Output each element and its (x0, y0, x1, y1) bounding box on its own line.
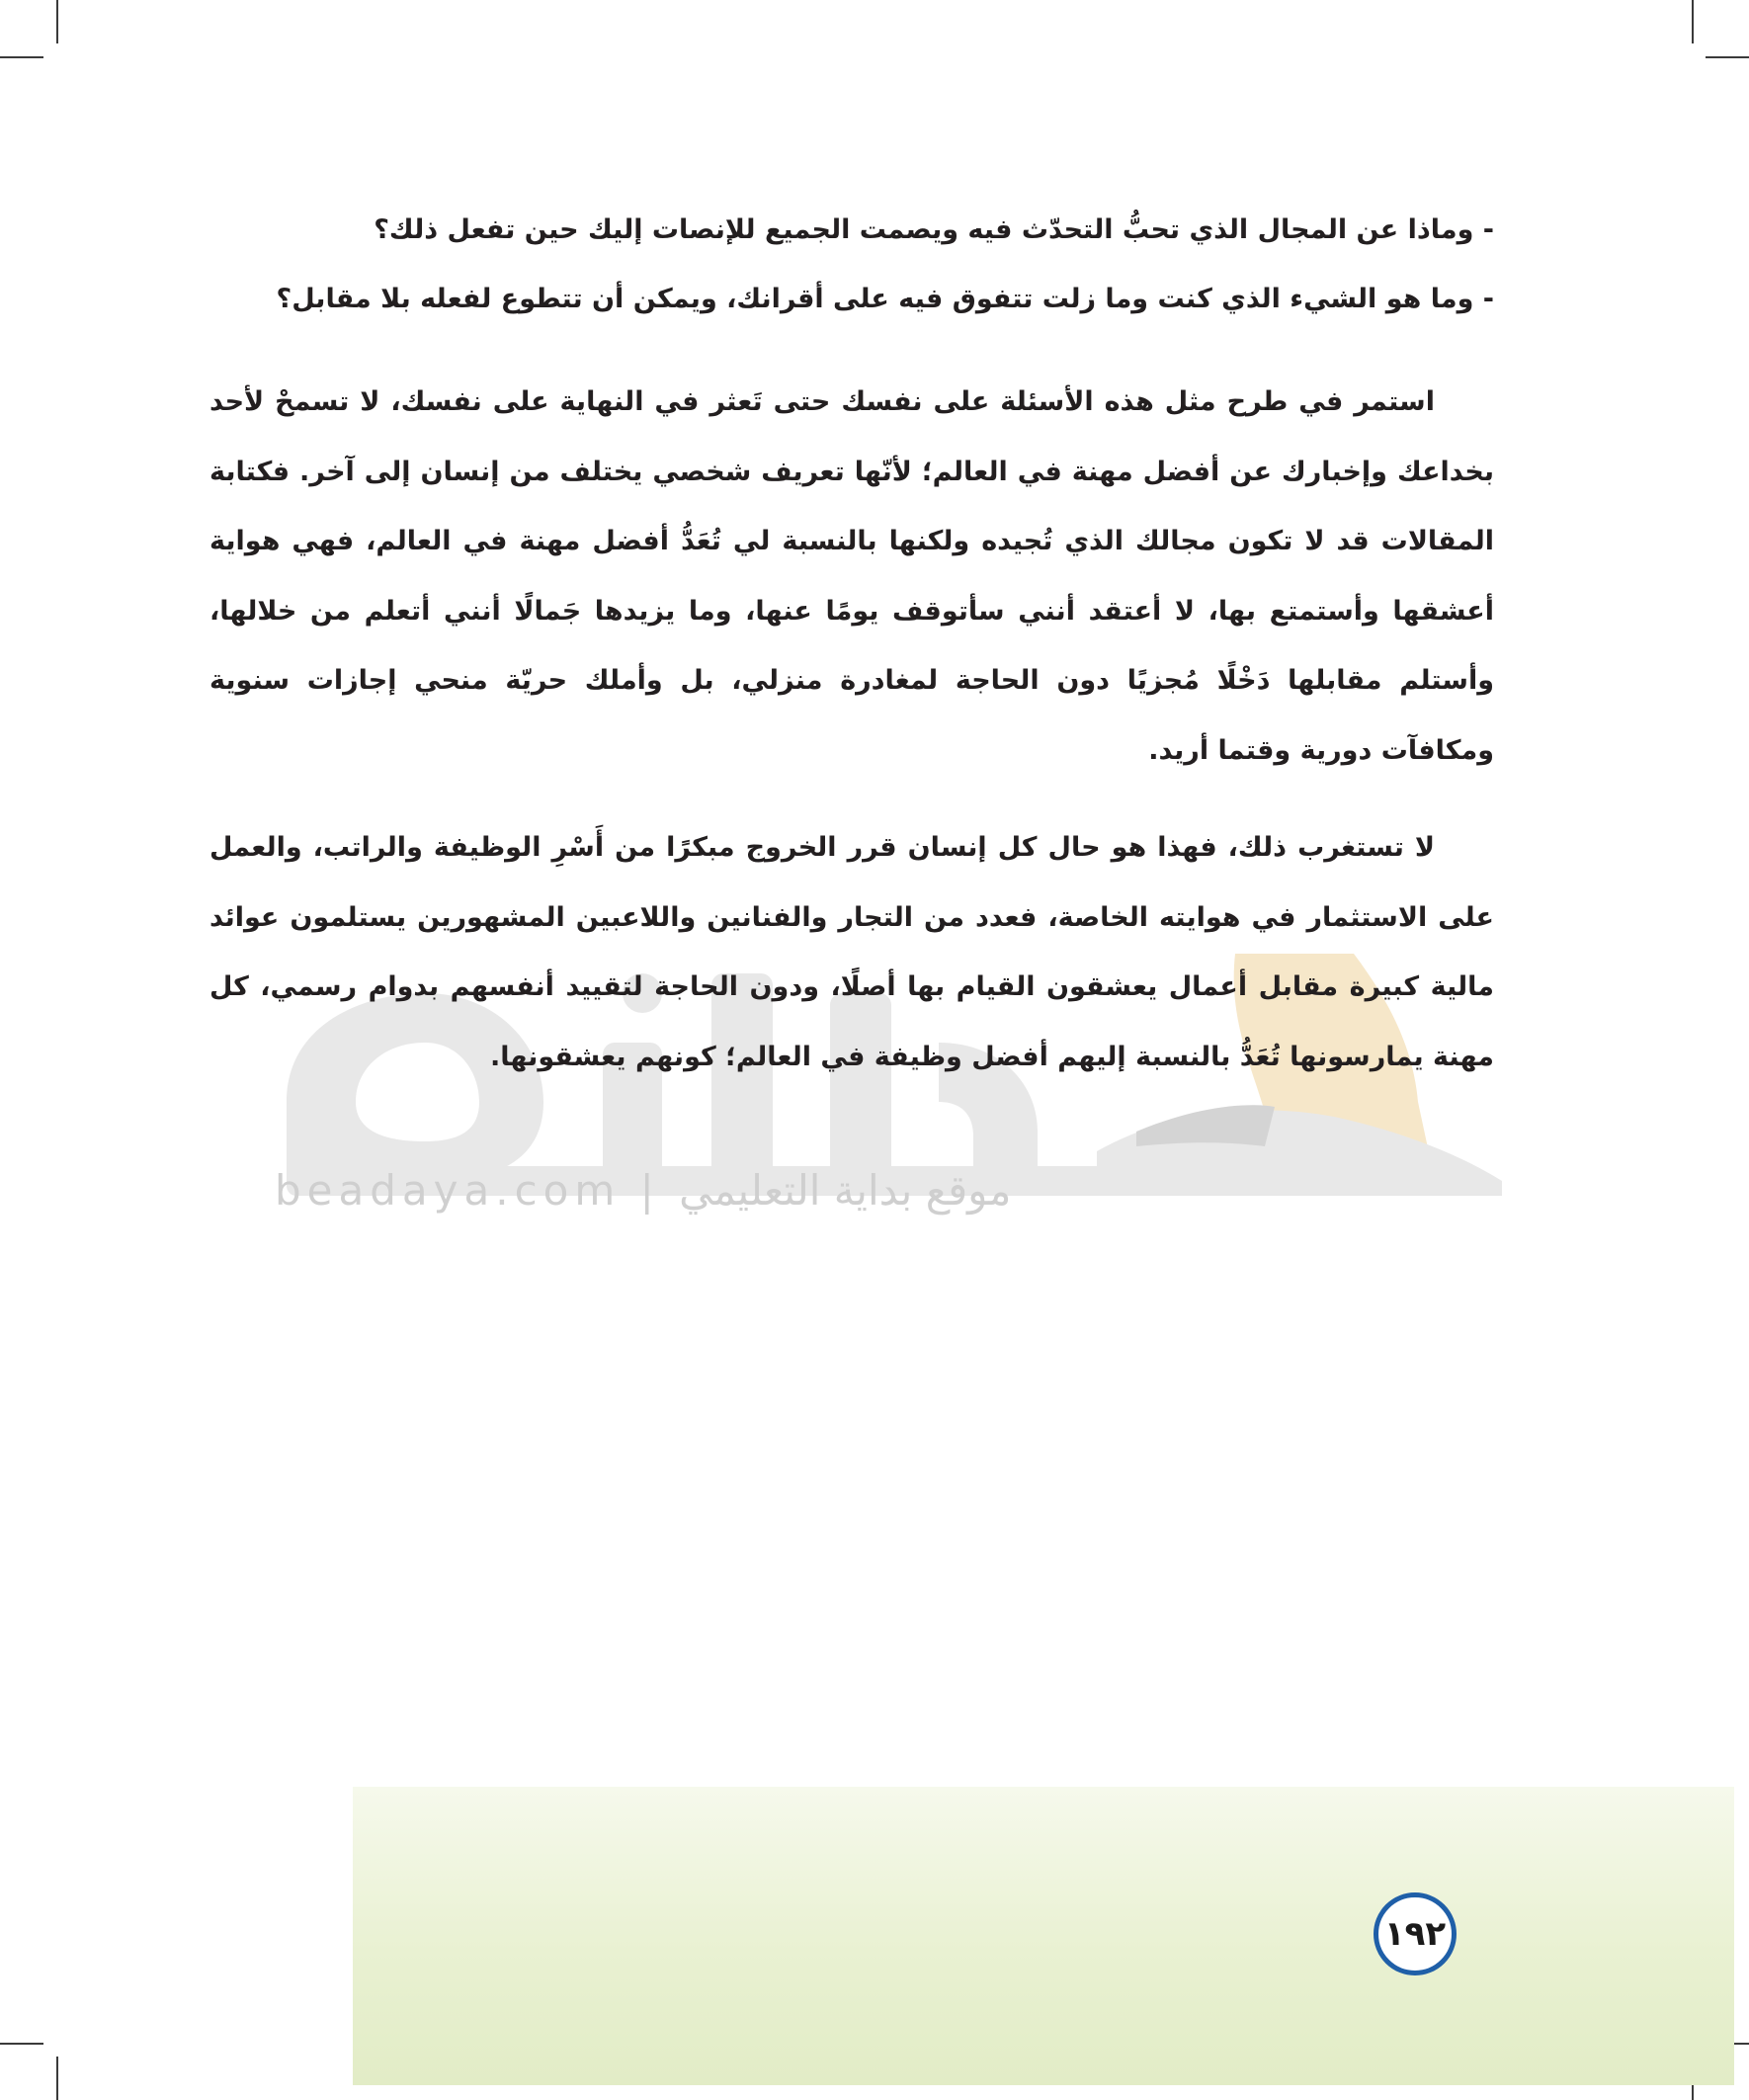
crop-mark (0, 2043, 43, 2045)
bottom-gradient-panel (353, 1787, 1734, 2085)
crop-mark (56, 2057, 58, 2100)
article-body (209, 196, 1494, 1092)
paragraph: استمر في طرح مثل هذه الأسئلة على نفسك حتى تَعثر في النهاية على نفسك، لا تسمحْ لأحد بخداعك وإخبارك عن أفضل مهنة في العالم؛ لأنّها تعريف شخصي يختلف من إنسان إلى آخر. فكتابة المقالات قد لا تكون مجالك الذي تُجيده ولكنها بالنسبة لي تُعَدُّ أفضل مهنة في العالم، فهي هواية أعشقها وأستمتع بها، لا أعتقد أنني سأتوقف يومًا عنها، وما يزيدها جَمالًا أنني أتعلم من خلالها، وأستلم مقابلها دَخْلًا مُجزيًا دون الحاجة لمغادرة منزلي، بل وأملك حريّة منحي إجازات سنوية ومكافآت دورية وقتما أريد. (209, 386, 1494, 766)
watermark-caption: beadaya.com | موقع بداية التعليمي (275, 1166, 1012, 1215)
question-line: - وماذا عن المجال الذي تحبُّ التحدّث فيه ويصمت الجميع للإنصات إليك حين تفعل ذلك؟ (374, 214, 1494, 245)
crop-mark (56, 0, 58, 43)
crop-mark (0, 56, 43, 58)
crop-mark (1692, 0, 1694, 43)
paragraph: لا تستغرب ذلك، فهذا هو حال كل إنسان قرر الخروج مبكرًا من أَسْرِ الوظيفة والراتب، والعمل على الاستثمار في هوايته الخاصة، فعدد من التجار والفنانين واللاعبين المشهورين يستلمون عوائد مالية كبيرة مقابل أعمال يعشقون القيام بها أصلًا، ودون الحاجة لتقييد أنفسهم بدوام رسمي، كل مهنة يمارسونها تُعَدُّ بالنسبة إليهم أفضل وظيفة في العالم؛ كونهم يعشقونها. (209, 832, 1494, 1072)
crop-mark (1706, 56, 1749, 58)
page-number: ١٩٢ (1374, 1892, 1457, 1975)
question-line: - وما هو الشيء الذي كنت وما زلت تتفوق فيه على أقرانك، ويمكن أن تتطوع لفعله بلا مقابل؟ (276, 284, 1494, 314)
